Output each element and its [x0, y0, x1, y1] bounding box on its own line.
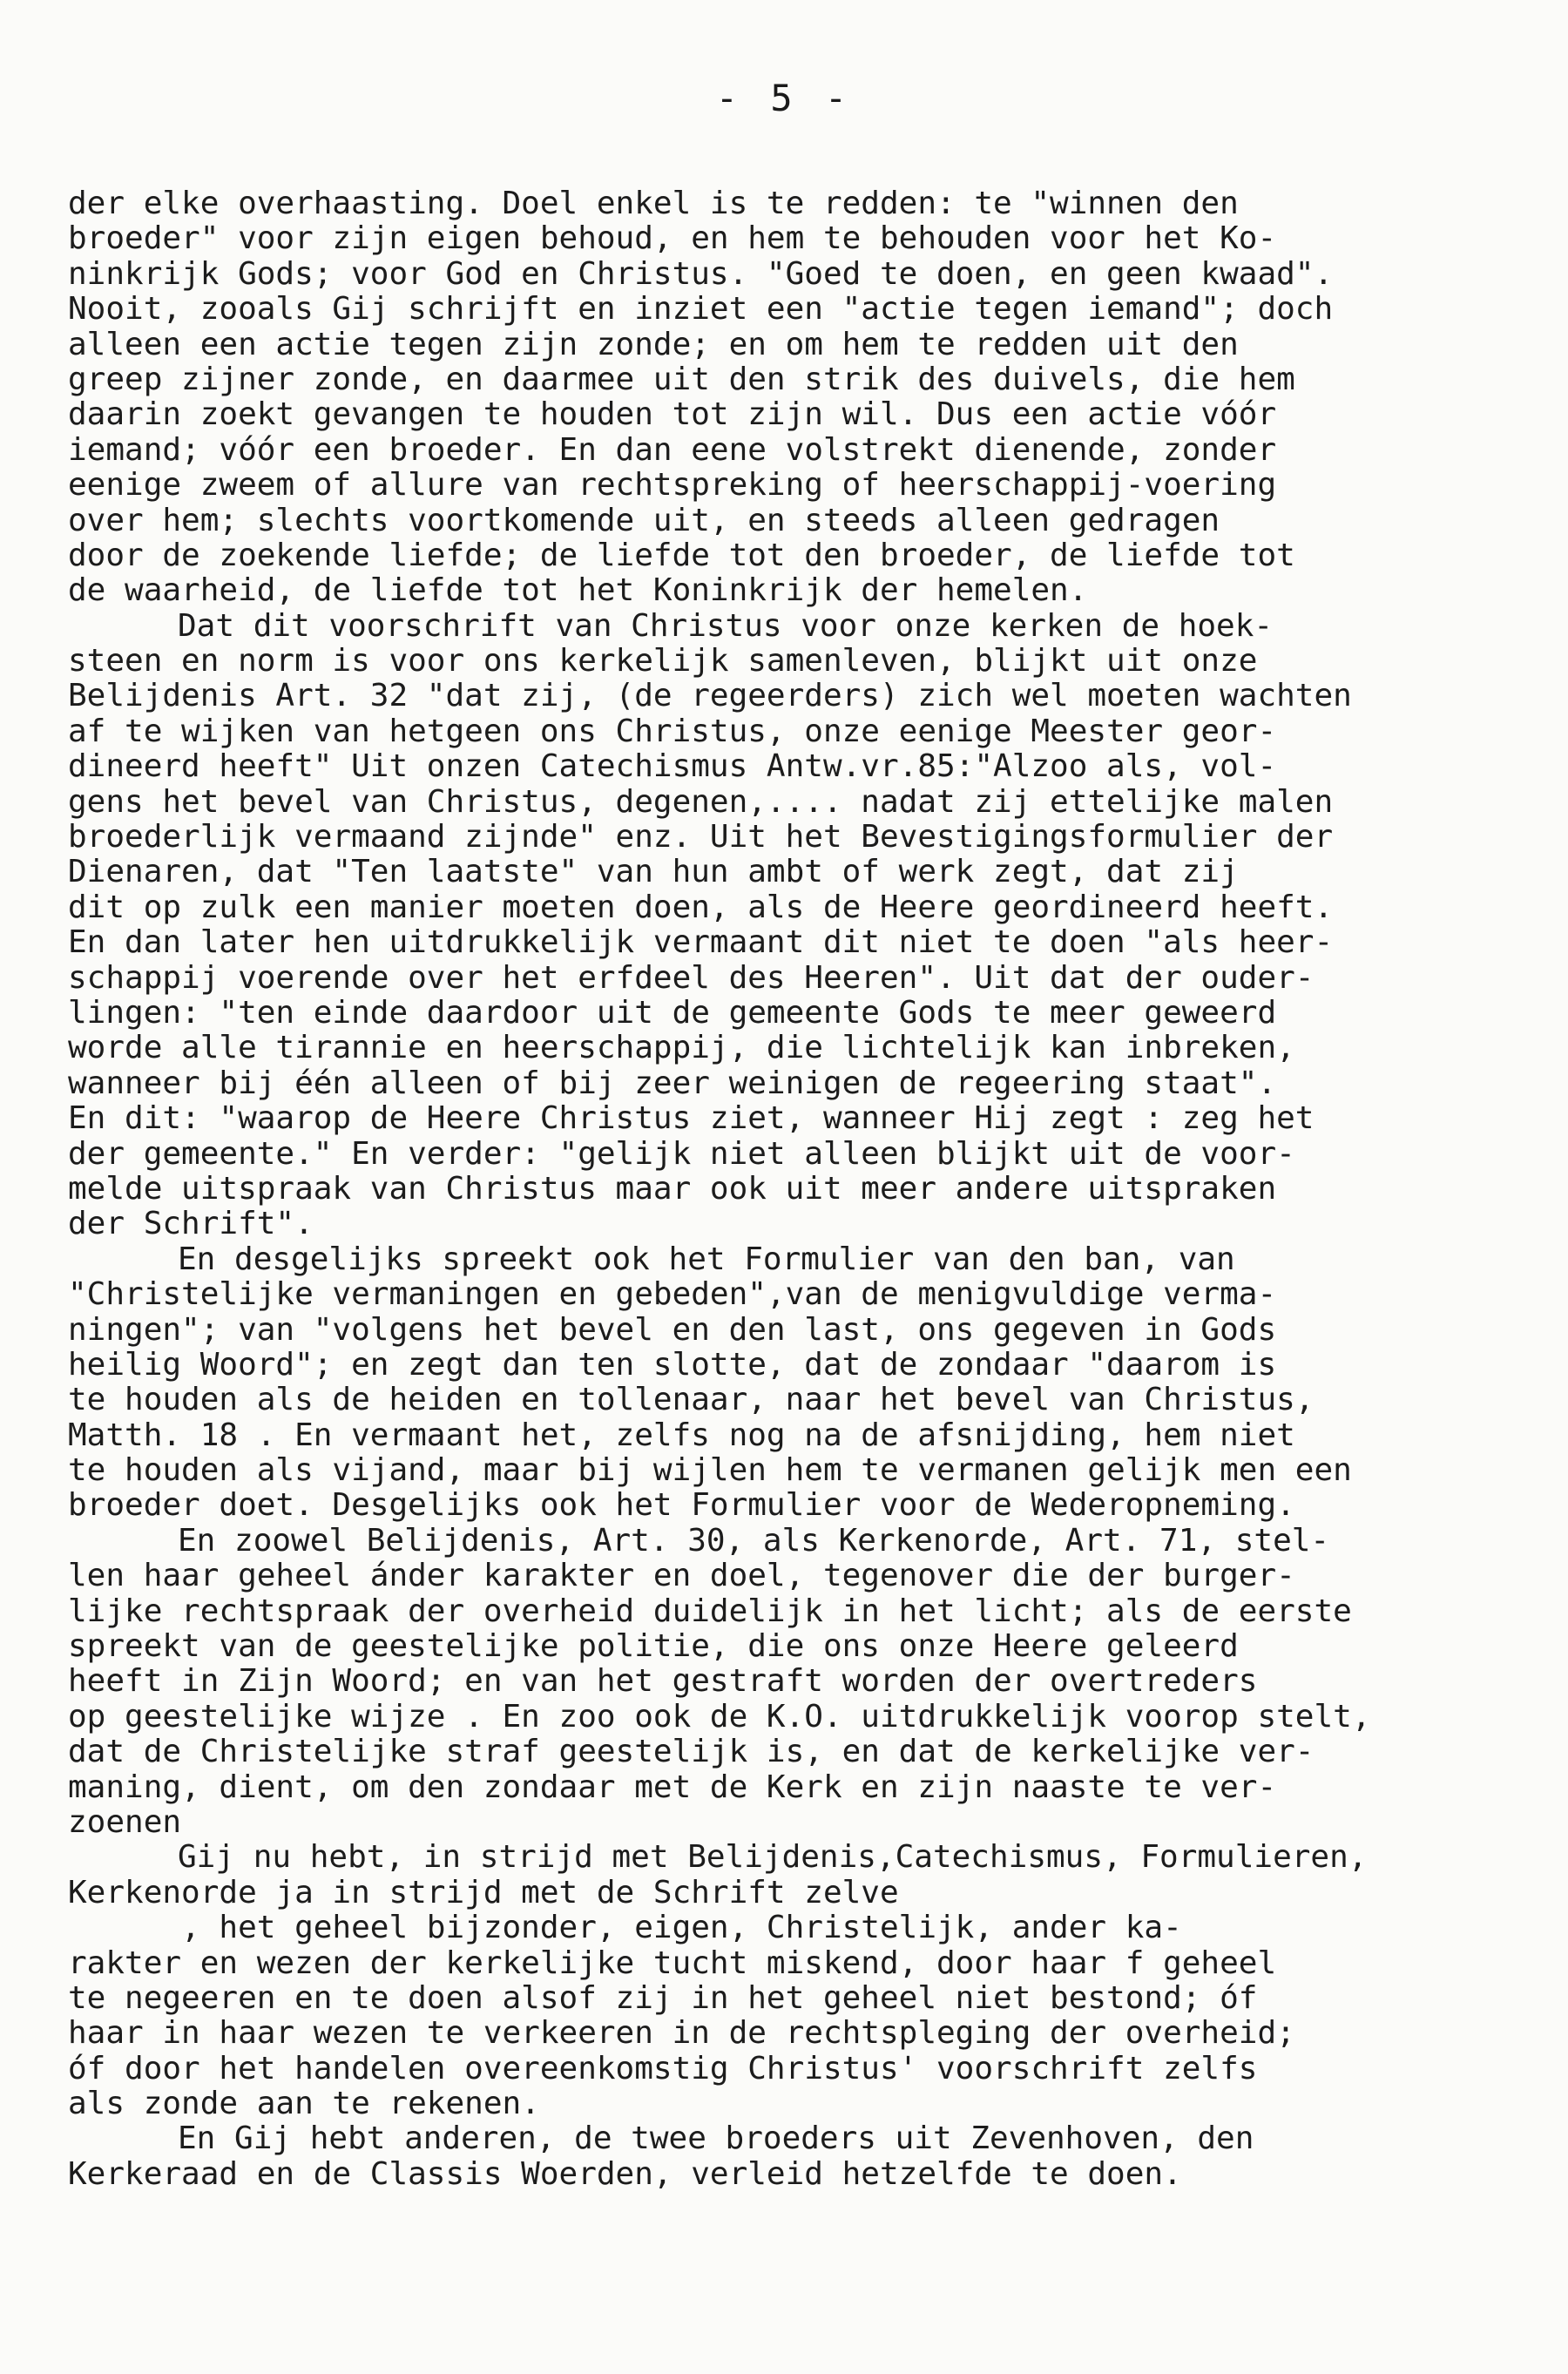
text-line: worde alle tirannie en heerschappij, die lichtelijk kan inbreken,: [68, 1030, 1295, 1066]
text-line: lijke rechtspraak der overheid duidelijk in het licht; als de eerste: [68, 1593, 1352, 1629]
text-line: En Gij hebt anderen, de twee broeders uit Zevenhoven, den: [178, 2120, 1254, 2157]
text-line: ningen"; van "volgens het bevel en den last, ons gegeven in Gods: [68, 1311, 1277, 1348]
text-line: Kerkenorde ja in strijd met de Schrift zelve: [68, 1874, 899, 1911]
text-line: melde uitspraak van Christus maar ook uit meer andere uitspraken: [68, 1170, 1277, 1207]
text-line: daarin zoekt gevangen te houden tot zijn wil. Dus een actie vóór: [68, 396, 1277, 433]
text-line: Dienaren, dat "Ten laatste" van hun ambt of werk zegt, dat zij: [68, 854, 1239, 890]
text-line: heeft in Zijn Woord; en van het gestraft worden der overtreders: [68, 1663, 1258, 1700]
text-line: broederlijk vermaand zijnde" enz. Uit het Bevestigingsformulier der: [68, 819, 1334, 856]
text-line: der elke overhaasting. Doel enkel is te redden: te "winnen den: [68, 186, 1239, 221]
text-line: rakter en wezen der kerkelijke tucht miskend, door haar f geheel: [68, 1945, 1277, 1981]
text-line: te houden als vijand, maar bij wijlen hem te vermanen gelijk men een: [68, 1452, 1352, 1489]
text-line: te houden als de heiden en tollenaar, naar het bevel van Christus,: [68, 1382, 1315, 1418]
text-line: , het geheel bijzonder, eigen, Christelijk, ander ka-: [68, 1910, 1182, 1946]
text-line: iemand; vóór een broeder. En dan eene volstrekt dienende, zonder: [68, 431, 1277, 468]
text-line: len haar geheel ánder karakter en doel, tegenover die der burger-: [68, 1558, 1295, 1594]
document-body: [68, 186, 1514, 2192]
text-line: alleen een actie tegen zijn zonde; en om hem te redden uit den: [68, 326, 1239, 362]
text-line: broeder" voor zijn eigen behoud, en hem te behouden voor het Ko-: [68, 220, 1277, 257]
text-line: wanneer bij één alleen of bij zeer weinigen de regeering staat".: [68, 1065, 1277, 1101]
text-line: óf door het handelen overeenkomstig Christus' voorschrift zelfs: [68, 2050, 1258, 2087]
text-line: de waarheid, de liefde tot het Koninkrijk der hemelen.: [68, 572, 1088, 609]
text-line: dit op zulk een manier moeten doen, als de Heere geordineerd heeft.: [68, 889, 1334, 925]
text-line: op geestelijke wijze . En zoo ook de K.O. uitdrukkelijk voorop stelt,: [68, 1698, 1371, 1735]
text-line: greep zijner zonde, en daarmee uit den strik des duivels, die hem: [68, 361, 1295, 397]
text-line: En dit: "waarop de Heere Christus ziet, wanneer Hij zegt : zeg het: [68, 1100, 1315, 1137]
text-line: te negeeren en te doen alsof zij in het geheel niet bestond; óf: [68, 1979, 1258, 2016]
text-line: dineerd heeft" Uit onzen Catechismus Antw.vr.85:"Alzoo als, vol-: [68, 748, 1277, 785]
text-line: En zoowel Belijdenis, Art. 30, als Kerkenorde, Art. 71, stel-: [178, 1522, 1330, 1559]
text-line: heilig Woord"; en zegt dan ten slotte, dat de zondaar "daarom is: [68, 1346, 1277, 1383]
text-line: Matth. 18 . En vermaant het, zelfs nog na de afsnijding, hem niet: [68, 1417, 1295, 1453]
text-line: haar in haar wezen te verkeeren in de rechtspleging der overheid;: [68, 2015, 1295, 2052]
page-number: - 5 -: [715, 77, 853, 119]
text-line: eenige zweem of allure van rechtspreking of heerschappij-voering: [68, 467, 1277, 504]
text-line: lingen: "ten einde daardoor uit de gemeente Gods te meer geweerd: [68, 994, 1277, 1031]
text-line: door de zoekende liefde; de liefde tot den broeder, de liefde tot: [68, 537, 1295, 573]
text-line: zoenen: [68, 1803, 182, 1840]
text-line: als zonde aan te rekenen.: [68, 2086, 540, 2122]
text-line: der Schrift".: [68, 1206, 314, 1242]
text-line: broeder doet. Desgelijks ook het Formulier voor de Wederopneming.: [68, 1487, 1295, 1524]
text-line: dat de Christelijke straf geestelijk is, en dat de kerkelijke ver-: [68, 1734, 1315, 1770]
text-line: spreekt van de geestelijke politie, die ons onze Heere geleerd: [68, 1628, 1239, 1665]
text-line: Nooit, zooals Gij schrijft en inziet een "actie tegen iemand"; doch: [68, 291, 1334, 328]
text-line: schappij voerende over het erfdeel des Heeren". Uit dat der ouder-: [68, 959, 1315, 996]
text-line: steen en norm is voor ons kerkelijk samenleven, blijkt uit onze: [68, 643, 1258, 680]
text-line: Gij nu hebt, in strijd met Belijdenis,Catechismus, Formulieren,: [178, 1839, 1368, 1876]
text-line: maning, dient, om den zondaar met de Kerk en zijn naaste te ver-: [68, 1769, 1277, 1805]
text-line: af te wijken van hetgeen ons Christus, onze eenige Meester geor-: [68, 713, 1277, 749]
text-line: gens het bevel van Christus, degenen,.... nadat zij ettelijke malen: [68, 783, 1334, 820]
text-line: Dat dit voorschrift van Christus voor onze kerken de hoek-: [178, 607, 1274, 644]
text-line: ninkrijk Gods; voor God en Christus. "Goed te doen, en geen kwaad".: [68, 255, 1334, 292]
text-line: Kerkeraad en de Classis Woerden, verleid hetzelfde te doen.: [68, 2155, 1182, 2192]
text-line: "Christelijke vermaningen en gebeden",van de menigvuldige verma-: [68, 1276, 1277, 1313]
text-line: Belijdenis Art. 32 "dat zij, (de regeerders) zich wel moeten wachten: [68, 678, 1352, 714]
text-line: over hem; slechts voortkomende uit, en steeds alleen gedragen: [68, 502, 1220, 538]
text-line: En desgelijks spreekt ook het Formulier van den ban, van: [178, 1241, 1235, 1277]
text-line: En dan later hen uitdrukkelijk vermaant dit niet te doen "als heer-: [68, 924, 1334, 961]
text-line: der gemeente." En verder: "gelijk niet alleen blijkt uit de voor-: [68, 1135, 1295, 1172]
